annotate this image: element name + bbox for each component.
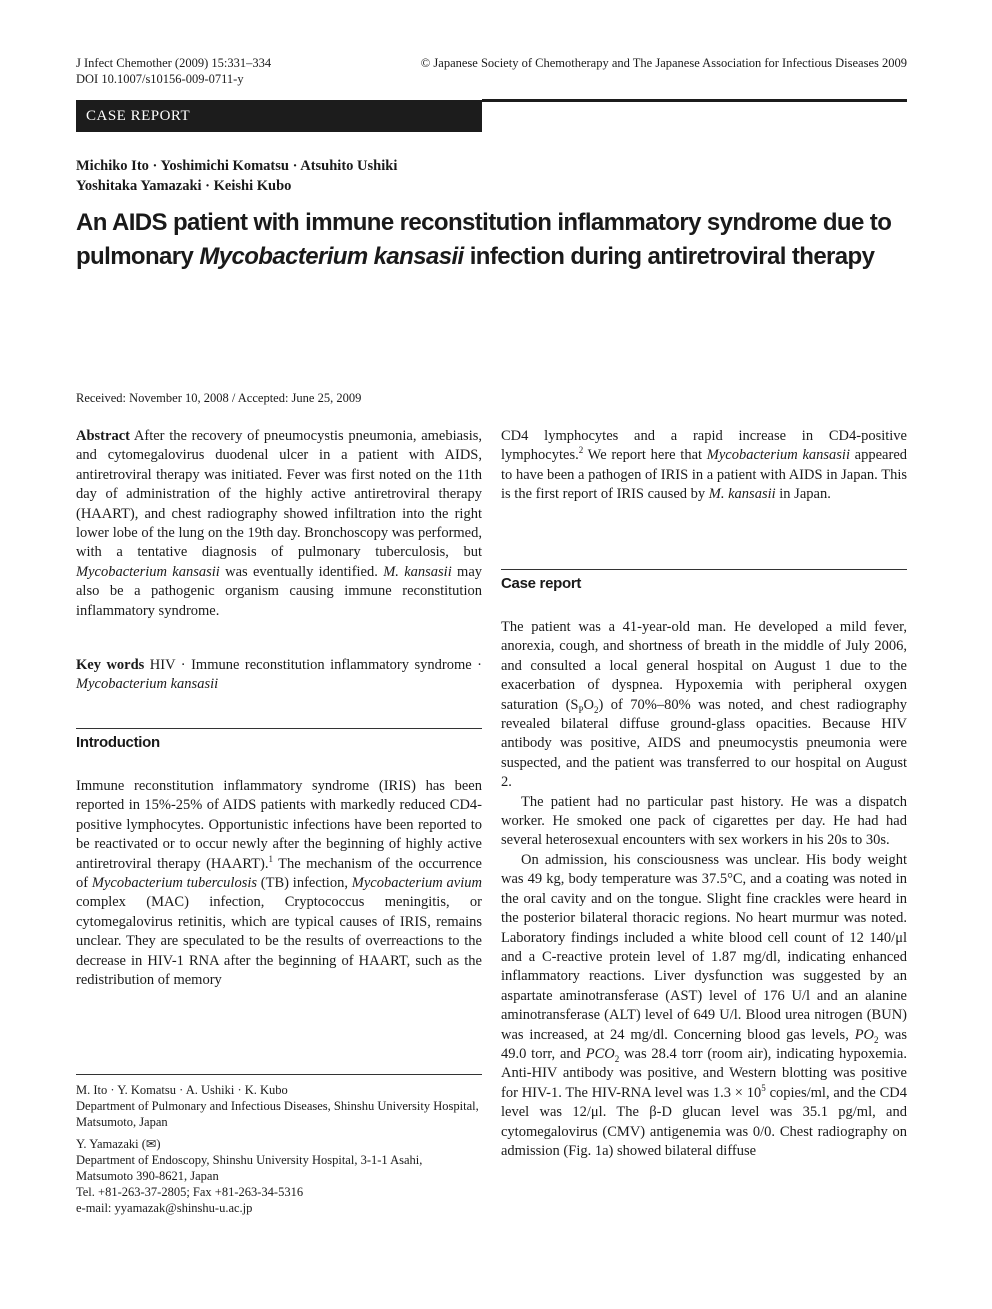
abstract-italic: M. kansasii	[383, 563, 452, 580]
case-report-body	[501, 618, 907, 1161]
case-text: On admission, his consciousness was unclear. His body weight was 49 kg, body temperature was 37.5°C, and a coating was noted in the oral cavity and on the tongue. Slight fine crackles were heard in the posterior bilateral thoracic regions. No heart murmur was noted. Laboratory findings included a white blood cell count of 12 140/μl and a C-reactive protein level of 1.87 mg/dl, indicating enhanced inflammatory reactions. Liver dysfunction was suggested by an aspartate aminotransferase (AST) level of 176 U/l and an alanine aminotransferase (ALT) level of 649 U/l. Blood urea nitrogen (BUN) was increased, at 24 mg/dl. Concerning blood gas levels,	[501, 851, 907, 1043]
abstract-label: Abstract	[76, 428, 130, 444]
affil-dept-2: Department of Endoscopy, Shinshu University Hospital, 3-1-1 Asahi, Matsumoto 390-8621, Japan	[76, 1153, 423, 1183]
affil-tel: Tel. +81-263-37-2805; Fax +81-263-34-5316	[76, 1185, 304, 1199]
intro-text: Immune reconstitution inflammatory syndrome (IRIS) has been reported in 15%-25% of AIDS patients with markedly reduced CD4-positive lymphocytes. Opportunistic infections have been reported to be reactivated or to occur newly after the beginning of highly active antiretroviral therapy (HAART).	[76, 778, 482, 872]
case-italic: PCO	[585, 1045, 615, 1062]
introduction-body	[76, 777, 482, 990]
intro-text: CD4 lymphocytes and a rapid increase in CD4-positive lymphocytes.	[501, 428, 907, 464]
abstract-text: may also be a pathogenic organism causing immune reconstitution inflammatory syndrome.	[76, 563, 483, 619]
header-rule	[482, 99, 907, 102]
affiliation-rule	[76, 1074, 482, 1075]
subscript: 2	[614, 1053, 620, 1064]
case-text: copies/ml, and the CD4 level was 12/μl. The β-D glucan level was 35.1 pg/ml, and cytomegalovirus (CMV) antigenemia was 0/0. Chest radiography on admission (Fig. 1a) showed bilateral diffuse	[501, 1084, 907, 1159]
affil-name-2: Y. Yamazaki (✉)	[76, 1137, 161, 1151]
subscript: 2	[594, 704, 599, 715]
title-species: Mycobacterium kansasii	[199, 243, 464, 270]
intro-text: The mechanism of the occurrence of	[76, 855, 482, 892]
title-line-2	[76, 240, 936, 274]
title-text: pulmonary	[76, 243, 200, 270]
intro-italic: Mycobacterium avium	[351, 875, 482, 892]
intro-text: We report here that	[583, 447, 707, 464]
case-report-heading: Case report	[501, 575, 582, 592]
abstract-italic: Mycobacterium kansasii	[76, 563, 220, 580]
abstract-text: After the recovery of pneumocystis pneumonia, amebiasis, and cytomegalovirus duodenal ulcer in a patient with AIDS, antiretroviral therapy was initiated. Fever was first noted on the 11th day of administration of the highly active antiretroviral therapy (HAART), and chest radiography showed infiltration into the right lower lobe of the lung on the 19th day. Bronchoscopy was performed, with a tentative diagnosis of pulmonary tuberculosis, but	[76, 428, 482, 561]
case-text: was 49.0 torr, and	[501, 1026, 907, 1062]
subscript: 2	[874, 1034, 879, 1045]
article-type-band: CASE REPORT	[76, 100, 482, 132]
citation-ref: 2	[578, 445, 584, 456]
author-list	[76, 156, 676, 196]
affiliations	[76, 1082, 482, 1216]
case-text: ) of 70%–80% was noted, and chest radiography revealed bilateral diffuse ground-glass opacities. Because HIV antibody was positive, AIDS and pneumocystis pneumonia were suspected, and the patient was transferred to our hospital on August 2.	[501, 696, 907, 791]
title-line-1: An AIDS patient with immune reconstitution inflammatory syndrome due to	[76, 209, 892, 236]
introduction-continued	[501, 427, 907, 505]
case-paragraph-2: The patient had no particular past history. He was a dispatch worker. He smoked one pack of cigarettes per day. He had had several heterosexual encounters with sex workers in his 20s to 30s.	[501, 793, 907, 849]
keywords-label: Key words	[76, 657, 145, 673]
article-title	[76, 206, 936, 274]
intro-text: in Japan.	[775, 486, 831, 503]
section-rule	[501, 569, 907, 570]
intro-text: complex (MAC) infection, Cryptococcus meningitis, or cytomegalovirus retinitis, which are typical causes of IRIS, remains unclear. They are speculated to be the results of overreactions to the decrease in HIV-1 RNA after the beginning of HAART, such as the redistribution of memory	[76, 894, 482, 989]
keywords-italic: Mycobacterium kansasii	[76, 676, 219, 693]
intro-text: (TB) infection,	[257, 875, 352, 892]
keywords	[76, 656, 482, 695]
superscript: 5	[761, 1082, 766, 1093]
case-text: The patient was a 41-year-old man. He developed a mild fever, anorexia, cough, and shortness of breath in the middle of July 2006, and consulted a local general hospital on August 1 due to the exacerbation of dyspnea. Hypoxemia with peripheral oxygen saturation (S	[501, 619, 907, 713]
intro-italic: Mycobacterium tuberculosis	[91, 875, 258, 892]
copyright-notice: © Japanese Society of Chemotherapy and The Japanese Association for Infectious Diseases 2009	[420, 56, 907, 70]
abstract	[76, 427, 482, 621]
section-rule	[76, 728, 482, 729]
intro-italic: M. kansasii	[708, 486, 776, 503]
case-text: O	[583, 696, 594, 713]
affil-email[interactable]: e-mail: yyamazak@shinshu-u.ac.jp	[76, 1201, 253, 1215]
affil-dept-1: Department of Pulmonary and Infectious Diseases, Shinshu University Hospital, Matsumoto, Japan	[76, 1099, 479, 1129]
citation-ref: 1	[268, 853, 273, 864]
journal-citation	[76, 55, 271, 87]
affil-names-1: M. Ito · Y. Komatsu · A. Ushiki · K. Kubo	[76, 1083, 288, 1097]
subscript: P	[578, 704, 584, 715]
introduction-heading: Introduction	[76, 734, 160, 751]
case-italic: PO	[854, 1026, 875, 1043]
abstract-text: was eventually identified.	[219, 563, 384, 580]
received-dates: Received: November 10, 2008 / Accepted: June 25, 2009	[76, 391, 362, 405]
authors-line-2: Yoshitaka Yamazaki · Keishi Kubo	[76, 178, 292, 194]
keywords-text: HIV · Immune reconstitution inflammatory syndrome ·	[144, 657, 482, 673]
intro-text: appeared to have been a pathogen of IRIS in a patient with AIDS in Japan. This is the first report of IRIS caused by	[501, 447, 908, 503]
title-text: infection during antiretroviral therapy	[463, 243, 875, 270]
journal-line: J Infect Chemother (2009) 15:331–334	[76, 56, 272, 70]
authors-line-1: Michiko Ito · Yoshimichi Komatsu · Atsuhito Ushiki	[76, 158, 398, 174]
doi: DOI 10.1007/s10156-009-0711-y	[76, 72, 244, 86]
intro-italic: Mycobacterium kansasii	[706, 447, 850, 464]
case-text: was 28.4 torr (room air), indicating hypoxemia. Anti-HIV antibody was positive, and Western blotting was positive for HIV-1. The HIV-RNA level was 1.3 × 10	[501, 1045, 907, 1101]
